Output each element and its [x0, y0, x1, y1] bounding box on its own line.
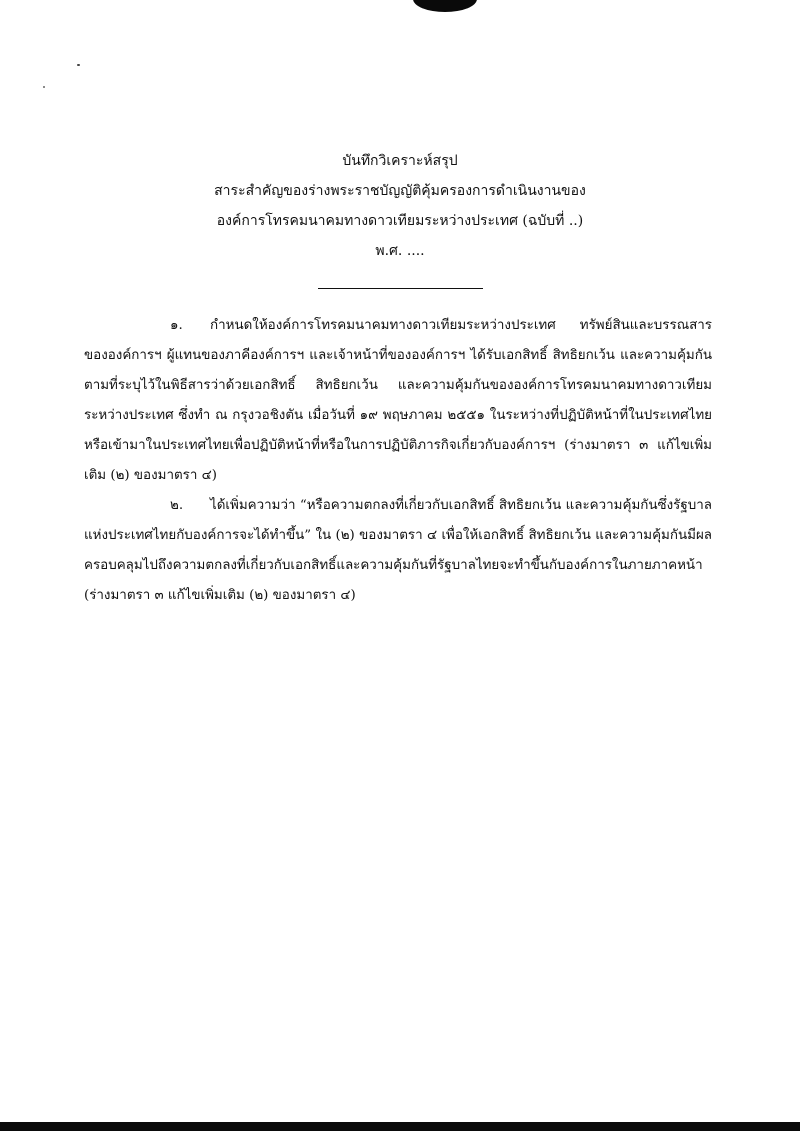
- title-line-1: บันทึกวิเคราะห์สรุป: [342, 153, 458, 169]
- paragraph-2-text: ได้เพิ่มความว่า “หรือความตกลงที่เกี่ยวกับเอกสิทธิ์ สิทธิยกเว้น และความคุ้มกันซึ่งรัฐบาลแห่งประเทศไทยกับองค์การจะได้ทำขึ้น” ใน (๒) ของมาตรา ๔ เพื่อให้เอกสิทธิ์ สิทธิยกเว้น และความคุ้มกันมีผลครอบคลุมไปถึงความตกลงที่เกี่ยวกับเอกสิทธิ์และความคุ้มกันที่รัฐบาลไทยจะทำขึ้นกับองค์การในภายภาคหน้า (ร่างมาตรา ๓ แก้ไขเพิ่มเติม (๒) ของมาตรา ๔): [84, 498, 712, 603]
- paragraph-1-text: กำหนดให้องค์การโทรคมนาคมทางดาวเทียมระหว่างประเทศ ทรัพย์สินและบรรณสารขององค์การฯ ผู้แทนของภาคีองค์การฯ และเจ้าหน้าที่ขององค์การฯ ได้รับเอกสิทธิ์ สิทธิยกเว้น และความคุ้มกันตามที่ระบุไว้ในพิธีสารว่าด้วยเอกสิทธิ์ สิทธิยกเว้น และความคุ้มกันขององค์การโทรคมนาคมทางดาวเทียมระหว่างประเทศ ซึ่งทำ ณ กรุงวอชิงตัน เมื่อวันที่ ๑๙ พฤษภาคม ๒๕๕๑ ในระหว่างที่ปฏิบัติหน้าที่ในประเทศไทยหรือเข้ามาในประเทศไทยเพื่อปฏิบัติหน้าที่หรือในการปฏิบัติภารกิจเกี่ยวกับองค์การฯ (ร่างมาตรา ๓ แก้ไขเพิ่มเติม (๒) ของมาตรา ๔): [84, 318, 712, 483]
- document-body: [84, 311, 712, 611]
- title-line-3: องค์การโทรคมนาคมทางดาวเทียมระหว่างประเทศ (ฉบับที่ ..): [216, 213, 584, 229]
- paragraph-1-number: ๑.: [170, 318, 183, 333]
- paragraph-1: [84, 311, 712, 491]
- paragraph-2: [84, 491, 712, 611]
- document-title: [0, 146, 800, 266]
- scan-artifact-bottom: [0, 1122, 800, 1131]
- scan-speck: [77, 64, 80, 66]
- title-line-2: สาระสำคัญของร่างพระราชบัญญัติคุ้มครองการดำเนินงานของ: [214, 183, 586, 199]
- scan-speck: [43, 86, 45, 88]
- title-line-4-year: พ.ศ. ....: [375, 243, 425, 259]
- title-divider: [318, 288, 483, 289]
- paragraph-2-number: ๒.: [170, 498, 184, 513]
- scan-artifact-top: [413, 0, 477, 12]
